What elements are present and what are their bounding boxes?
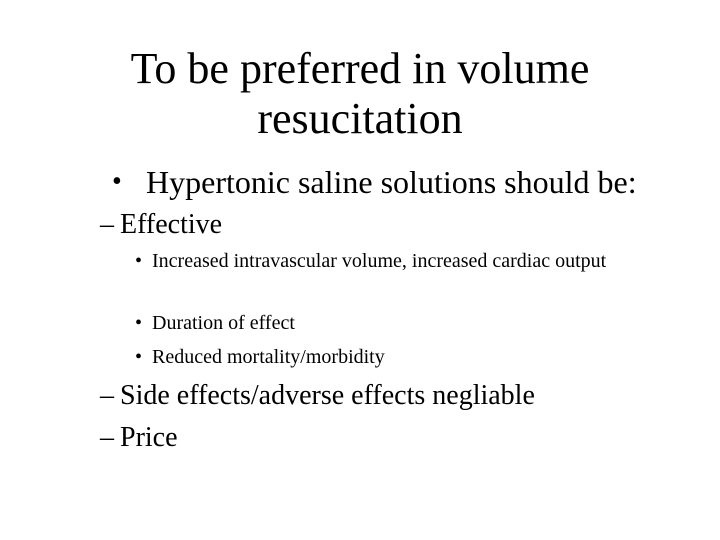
dash-marker: – — [100, 380, 114, 411]
sub-sub-item-duration — [135, 308, 645, 338]
sub-sub-item-volume-output — [135, 246, 645, 276]
sub-item-text: Price — [120, 422, 178, 453]
sub-sub-item-text: Reduced mortality/morbidity — [152, 346, 385, 368]
dash-marker: – — [100, 422, 114, 453]
dash-marker: – — [100, 209, 114, 240]
sub-item-price — [100, 421, 640, 455]
bullet-marker: • — [135, 312, 143, 334]
sub-item-side-effects — [100, 379, 640, 413]
bullet-marker: • — [112, 166, 122, 197]
sub-item-text: Effective — [120, 209, 223, 240]
sub-sub-item-text: Increased intravascular volume, increased cardiac output — [152, 250, 607, 272]
bullet-item-hypertonic-saline — [112, 163, 672, 201]
sub-sub-item-mortality — [135, 342, 645, 372]
bullet-marker: • — [135, 346, 143, 368]
sub-item-effective — [100, 208, 640, 242]
slide-title-line-2: resucitation — [257, 94, 463, 143]
slide-title-line-1: To be preferred in volume — [130, 44, 590, 93]
bullet-marker: • — [135, 250, 143, 272]
bullet-item-text: Hypertonic saline solutions should be: — [146, 164, 637, 200]
sub-sub-item-text: Duration of effect — [152, 312, 295, 334]
sub-item-text: Side effects/adverse effects negliable — [120, 380, 535, 411]
